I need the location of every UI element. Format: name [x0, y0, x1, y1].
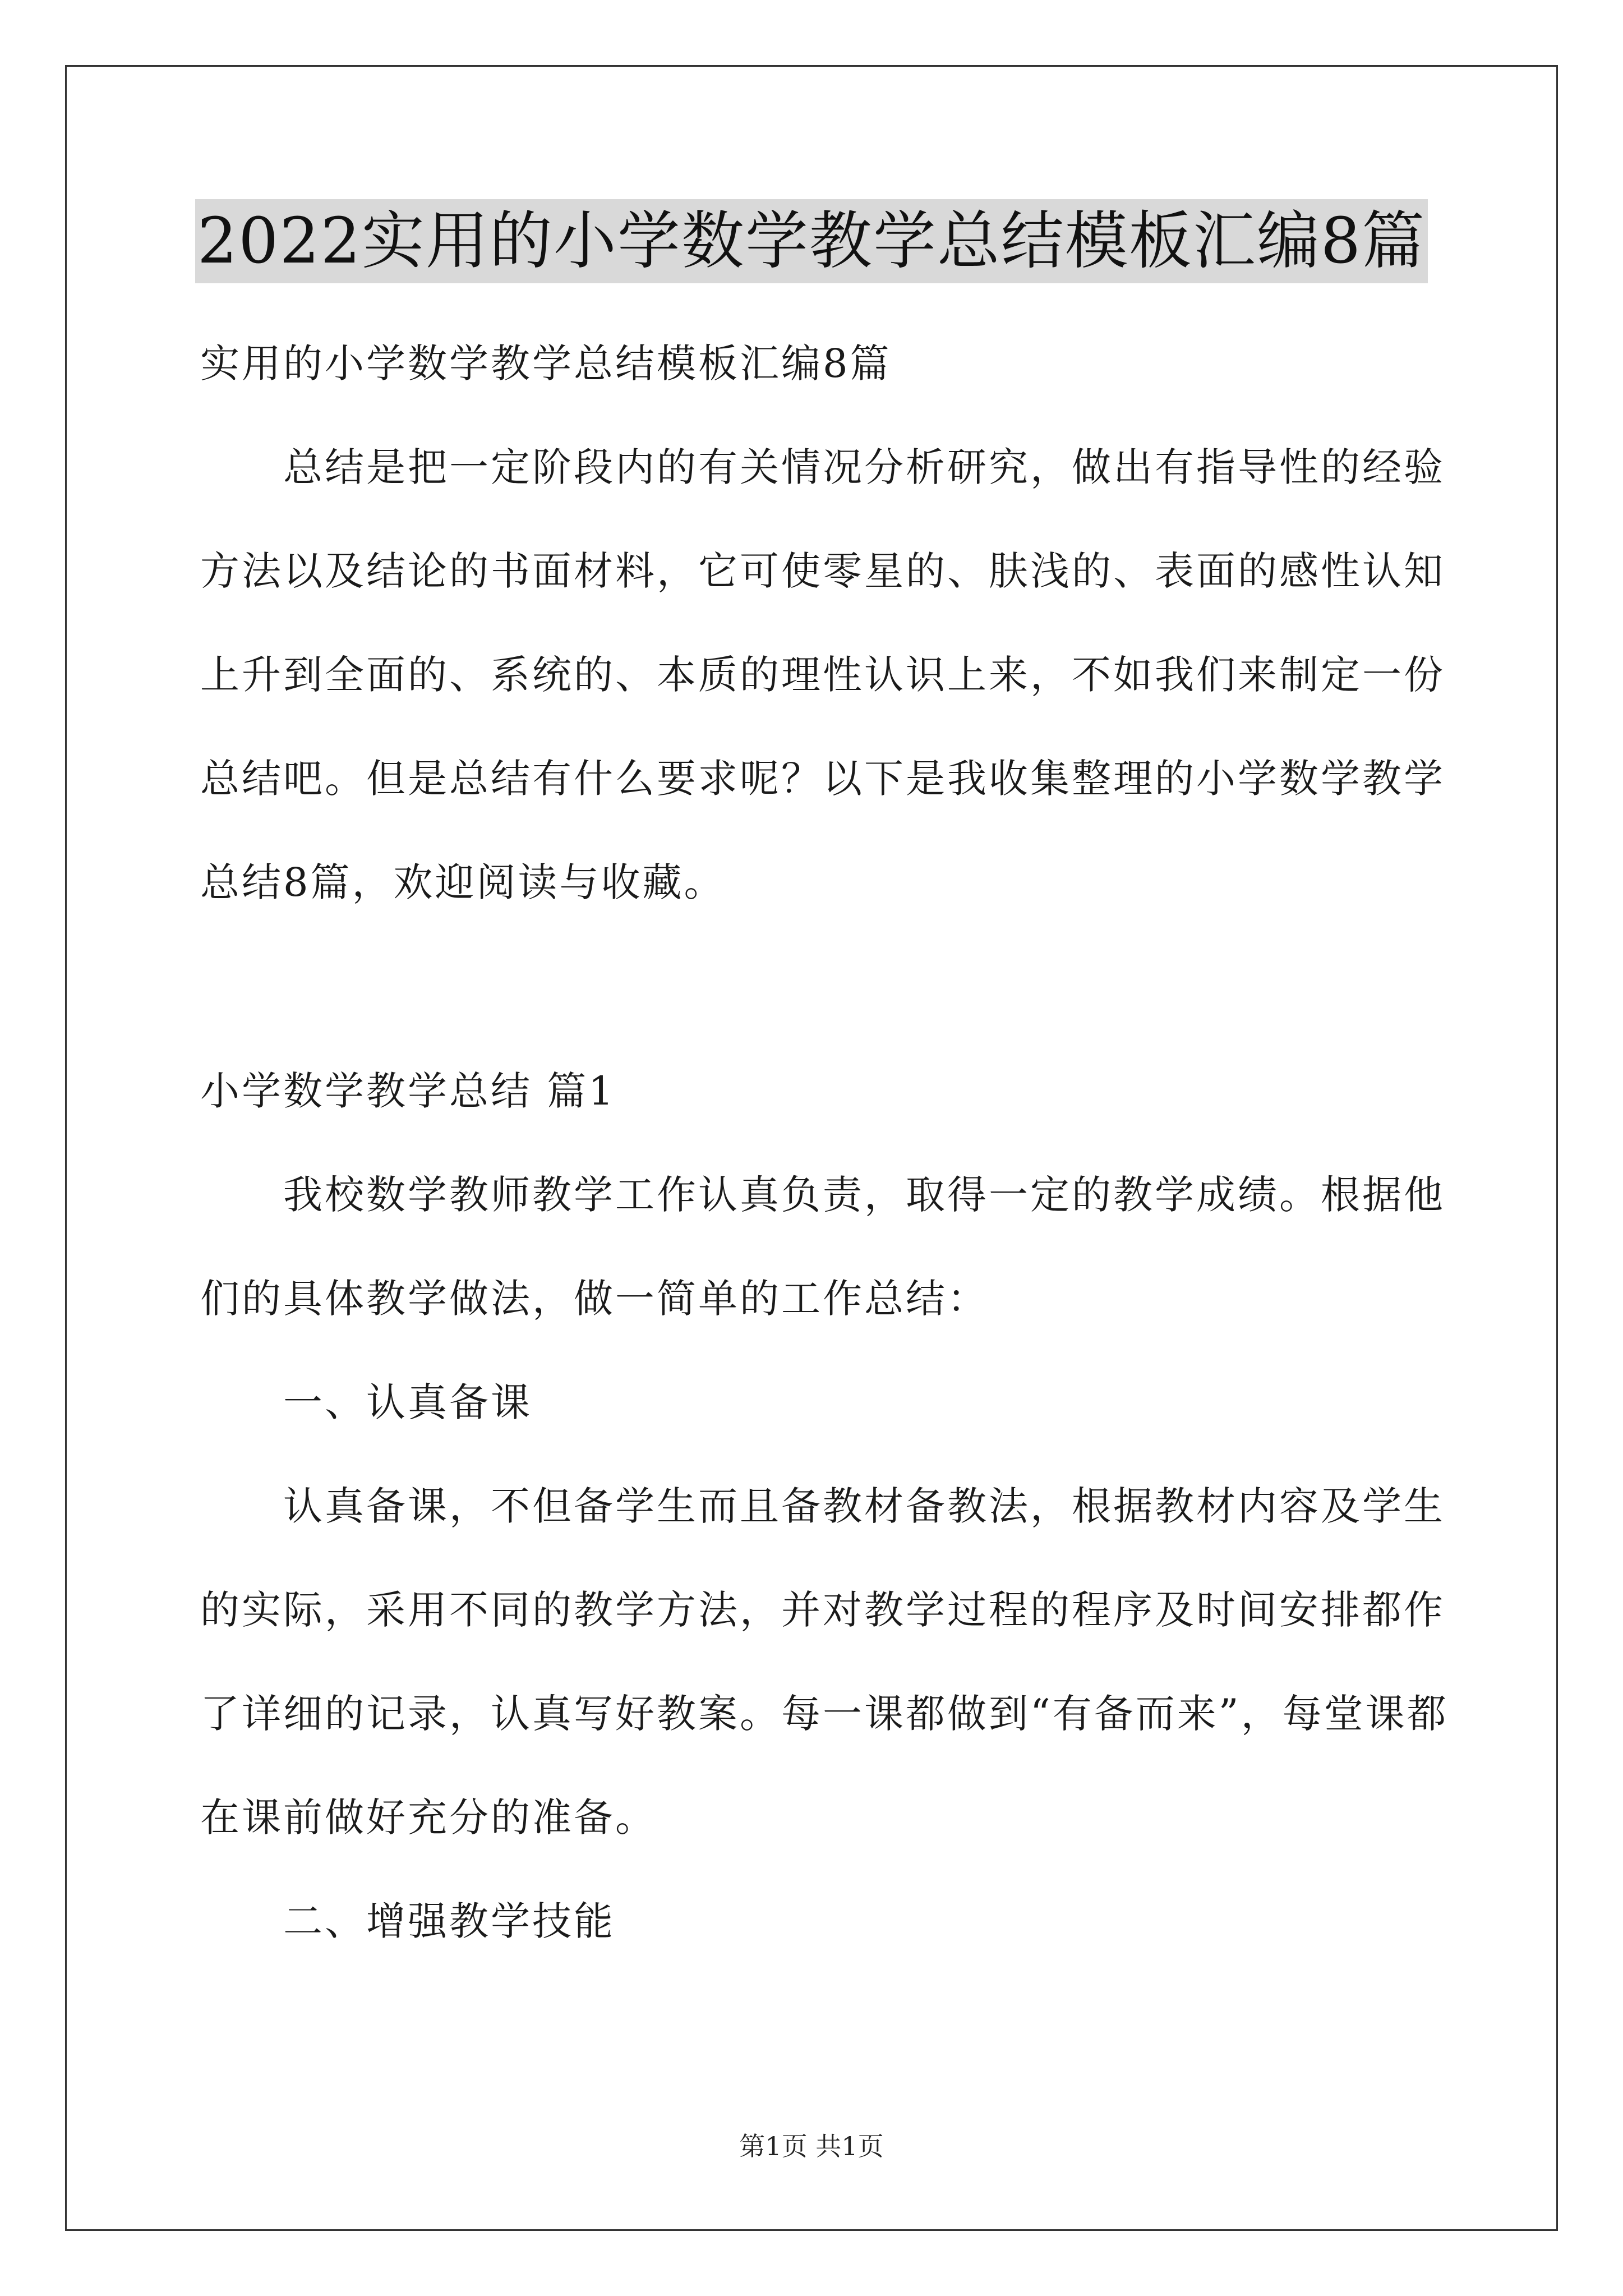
- document-body: [200, 337, 1449, 1948]
- title-container: [0, 199, 1623, 283]
- item-heading: 一、认真备课: [283, 1379, 532, 1425]
- page-footer: 第1页 共1页: [739, 2131, 884, 2161]
- intro-line: 方法以及结论的书面材料，它可使零星的、肤浅的、表面的感性认知: [200, 548, 1445, 594]
- paragraph-line: 们的具体教学做法，做一简单的工作总结：: [200, 1276, 989, 1322]
- intro-line: 总结是把一定阶段内的有关情况分析研究，做出有指导性的经验: [283, 444, 1445, 490]
- paragraph-line: 的实际，采用不同的教学方法，并对教学过程的程序及时间安排都作: [200, 1587, 1445, 1633]
- paragraph-line: 我校数学教师教学工作认真负责，取得一定的教学成绩。根据他: [283, 1172, 1445, 1218]
- paragraph-line: 认真备课，不但备学生而且备教材备教法，根据教材内容及学生: [283, 1483, 1445, 1529]
- section-heading: 小学数学教学总结 篇1: [200, 1068, 616, 1114]
- document-title: 2022实用的小学数学教学总结模板汇编8篇: [195, 199, 1428, 283]
- paragraph-line: 了详细的记录，认真写好教案。每一课都做到“有备而来”，每堂课都: [200, 1691, 1449, 1737]
- item-heading: 二、增强教学技能: [283, 1898, 615, 1944]
- intro-line: 上升到全面的、系统的、本质的理性认识上来，不如我们来制定一份: [200, 652, 1445, 698]
- paragraph-line: 在课前做好充分的准备。: [200, 1795, 657, 1841]
- subtitle: 实用的小学数学教学总结模板汇编8篇: [200, 341, 892, 386]
- intro-line: 总结吧。但是总结有什么要求呢？以下是我收集整理的小学数学教学: [200, 756, 1445, 802]
- intro-line: 总结8篇，欢迎阅读与收藏。: [200, 859, 726, 905]
